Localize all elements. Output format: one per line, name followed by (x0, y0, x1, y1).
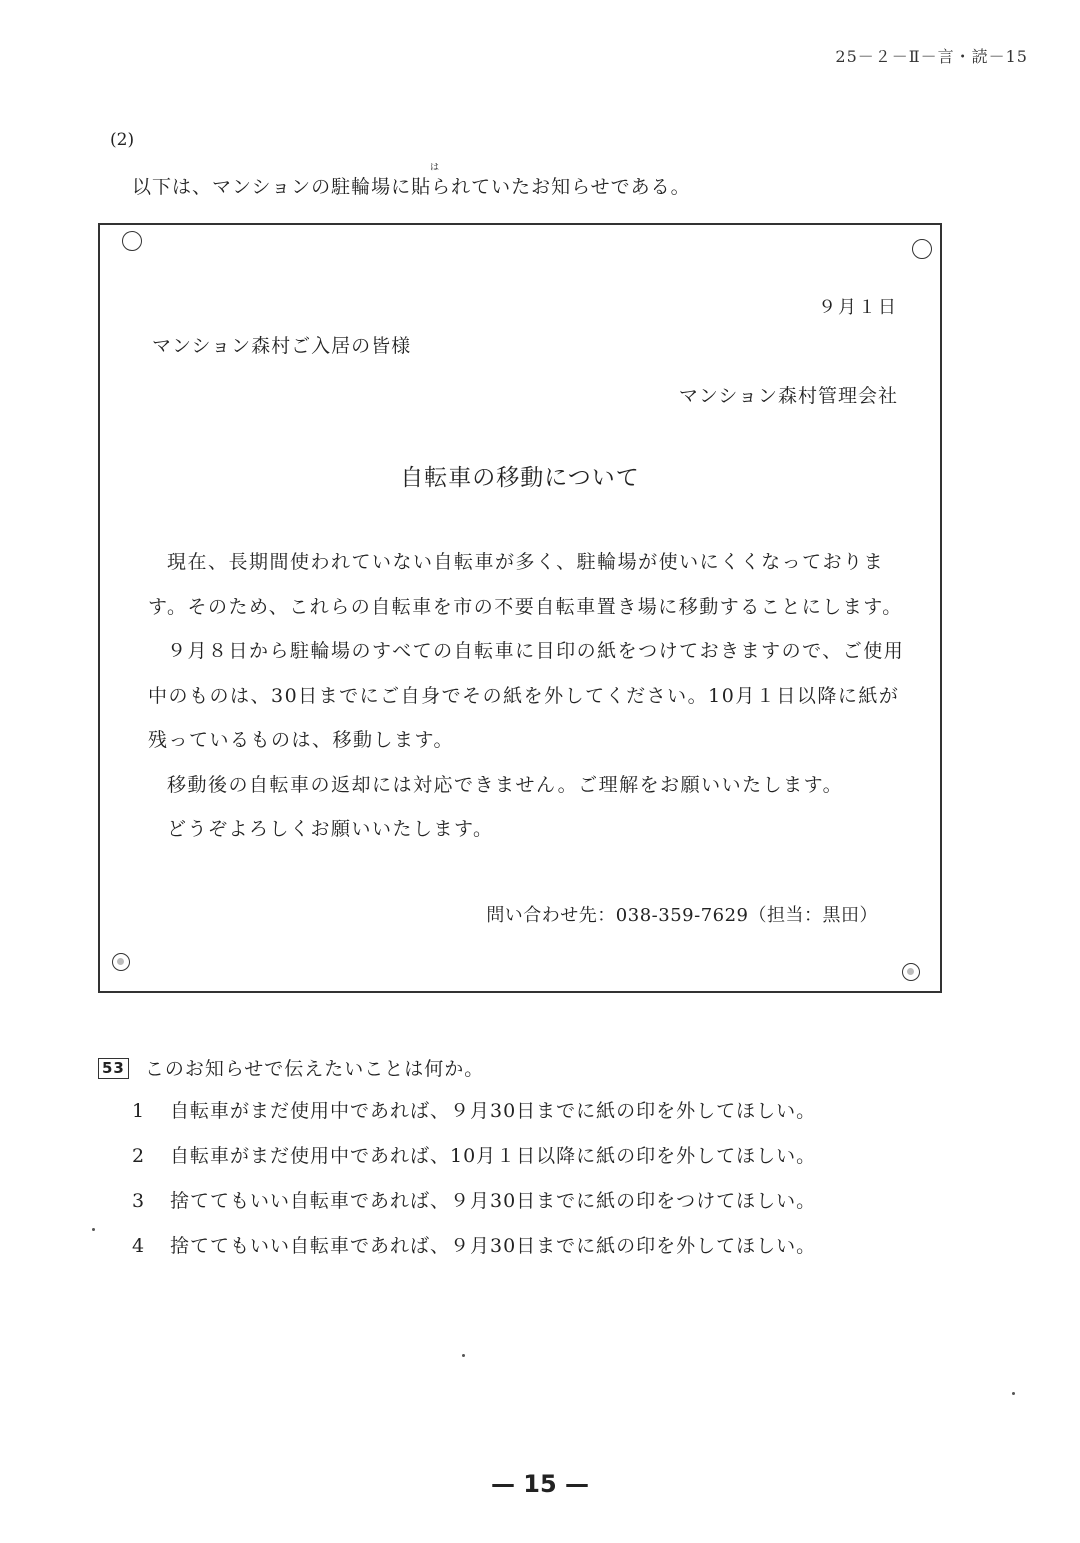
notice-recipient: マンション森村ご入居の皆様 (152, 335, 412, 357)
option-text: 捨ててもいい自転車であれば、９月30日までに紙の印をつけてほしい。 (170, 1190, 817, 1212)
notice-box (98, 223, 942, 993)
notice-title: 自転車の移動について (400, 465, 640, 491)
option-number: 4 (132, 1235, 146, 1257)
scan-speck (462, 1354, 465, 1357)
option-number: 3 (132, 1190, 146, 1212)
question (98, 1054, 484, 1081)
option-number: 2 (132, 1145, 146, 1167)
notice-contact: 問い合わせ先：038-359-7629（担当：黒田） (486, 905, 878, 926)
answer-options (132, 1096, 816, 1276)
notice-body (148, 540, 908, 852)
notice-sender: マンション森村管理会社 (678, 385, 898, 407)
option-number: 1 (132, 1100, 146, 1122)
section-intro: 以下は、マンションの駐輪場に貼られていたお知らせである。 (132, 176, 691, 198)
scan-speck (1012, 1392, 1015, 1395)
pin-hole-icon (122, 231, 142, 251)
exam-code: 25－２－Ⅱ－言・読－15 (835, 47, 1028, 66)
answer-option[interactable] (132, 1141, 816, 1186)
pin-hole-icon (912, 239, 932, 259)
notice-paragraph: 現在、長期間使われていない自転車が多く、駐輪場が使いにくくなっております。そのため、これらの自転車を市の不要自転車置き場に移動することにします。 (148, 551, 903, 618)
scan-speck (92, 1228, 95, 1231)
section-number: (2) (110, 130, 135, 150)
notice-date: ９月１日 (818, 297, 898, 318)
question-text: このお知らせで伝えたいことは何か。 (144, 1058, 485, 1080)
option-text: 自転車がまだ使用中であれば、９月30日までに紙の印を外してほしい。 (170, 1100, 817, 1122)
option-text: 自転車がまだ使用中であれば、10月１日以降に紙の印を外してほしい。 (170, 1145, 817, 1167)
ruby-annotation: は (430, 163, 440, 173)
answer-option[interactable] (132, 1096, 816, 1141)
answer-option[interactable] (132, 1231, 816, 1276)
notice-paragraph: どうぞよろしくお願いいたします。 (167, 818, 494, 840)
question-number: 53 (98, 1058, 129, 1079)
pin-hole-icon (112, 953, 130, 971)
notice-paragraph: ９月８日から駐輪場のすべての自転車に目印の紙をつけておきますので、ご使用中のものは、30日までにご自身でその紙を外してください。10月１日以降に紙が残っているものは、移動します。 (148, 640, 905, 751)
pin-hole-icon (902, 963, 920, 981)
answer-option[interactable] (132, 1186, 816, 1231)
notice-paragraph: 移動後の自転車の返却には対応できません。ご理解をお願いいたします。 (167, 773, 844, 796)
option-text: 捨ててもいい自転車であれば、９月30日までに紙の印を外してほしい。 (170, 1235, 817, 1257)
page-number: — 15 — (490, 1470, 590, 1498)
